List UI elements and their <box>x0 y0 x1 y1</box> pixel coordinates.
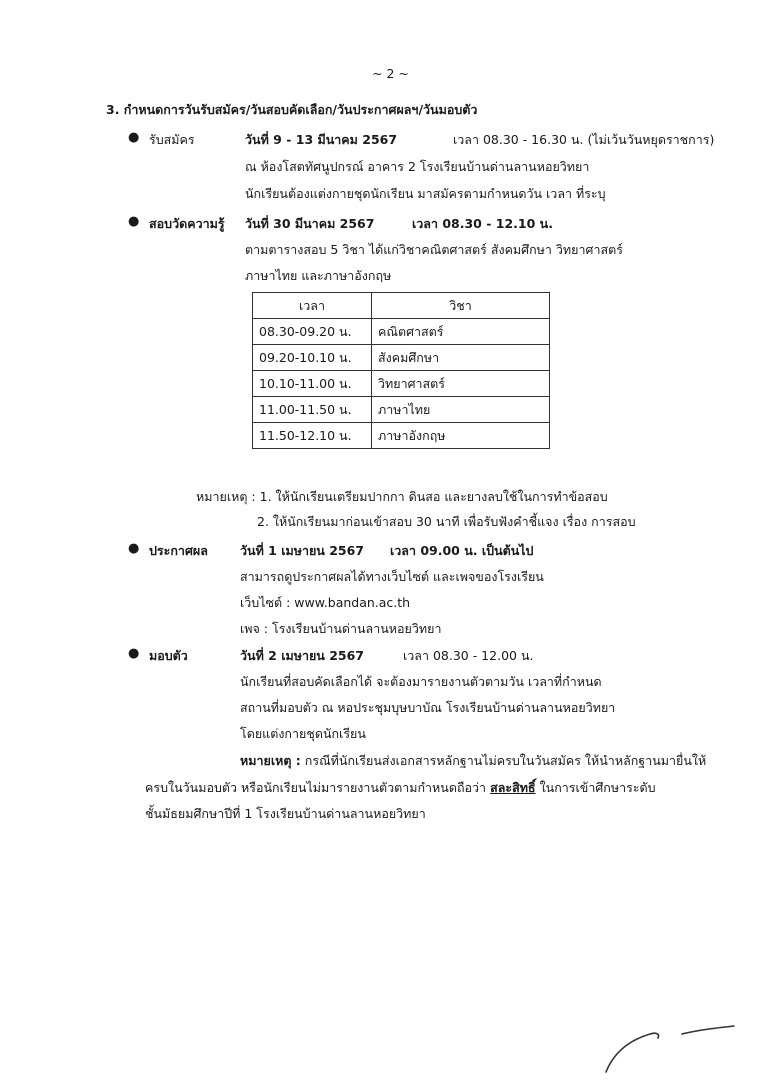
exam-schedule-table <box>252 292 550 449</box>
report-note-text-3: ชั้นมัธยมศึกษาปีที่ 1 โรงเรียนบ้านด่านลานหอยวิทยา <box>145 806 426 821</box>
bullet-icon: ● <box>128 214 140 229</box>
table-row <box>253 397 550 423</box>
signature-mark <box>600 1018 740 1078</box>
table-row <box>253 371 550 397</box>
table-row <box>253 423 550 449</box>
table-cell-time: 10.10-11.00 น. <box>253 371 372 397</box>
apply-date: วันที่ 9 - 13 มีนาคม 2567 <box>245 132 398 147</box>
report-date: วันที่ 2 เมษายน 2567 <box>240 648 364 663</box>
announce-website[interactable]: เว็บไซต์ : www.bandan.ac.th <box>240 595 411 610</box>
exam-note-1: หมายเหตุ : 1. ให้นักเรียนเตรียมปากกา ดินสอ และยางลบใช้ในการทำข้อสอบ <box>196 489 608 504</box>
table-cell-time: 09.20-10.10 น. <box>253 345 372 371</box>
table-cell-time: 08.30-09.20 น. <box>253 319 372 345</box>
apply-time-note: (ไม่เว้นวันหยุดราชการ) <box>587 132 715 147</box>
report-label: มอบตัว <box>149 648 188 663</box>
announce-time: เวลา 09.00 น. เป็นต้นไป <box>390 543 534 558</box>
exam-date: วันที่ 30 มีนาคม 2567 <box>245 216 375 231</box>
section-heading: 3. กำหนดการวันรับสมัคร/วันสอบคัดเลือก/วันประกาศผลฯ/วันมอบตัว <box>106 102 478 117</box>
report-line-2: สถานที่มอบตัว ณ หอประชุมบุษบาบัณ โรงเรียนบ้านด่านลานหอยวิทยา <box>240 700 616 715</box>
table-cell-subject: คณิตศาสตร์ <box>372 319 550 345</box>
table-header-row <box>253 293 550 319</box>
announce-line-1: สามารถดูประกาศผลได้ทางเว็บไซต์ และเพจของโรงเรียน <box>240 569 544 584</box>
apply-label: รับสมัคร <box>149 132 195 147</box>
table-cell-subject: วิทยาศาสตร์ <box>372 371 550 397</box>
report-note-text-2c: ในการเข้าศึกษาระดับ <box>539 780 656 795</box>
apply-time-line <box>453 130 714 150</box>
exam-note-2: 2. ให้นักเรียนมาก่อนเข้าสอบ 30 นาที เพื่อรับฟังคำชี้แจง เรื่อง การสอบ <box>257 514 636 529</box>
table-cell-subject: ภาษาอังกฤษ <box>372 423 550 449</box>
report-line-1: นักเรียนที่สอบคัดเลือกได้ จะต้องมารายงานตัวตามวัน เวลาที่กำหนด <box>240 674 602 689</box>
exam-label: สอบวัดความรู้ <box>149 216 225 231</box>
apply-place: ณ ห้องโสตทัศนูปกรณ์ อาคาร 2 โรงเรียนบ้านด่านลานหอยวิทยา <box>245 159 590 174</box>
table-cell-subject: ภาษาไทย <box>372 397 550 423</box>
bullet-icon: ● <box>128 646 140 661</box>
exam-time: เวลา 08.30 - 12.10 น. <box>412 216 553 231</box>
report-note-line-1 <box>240 751 706 771</box>
table-row <box>253 319 550 345</box>
bullet-icon: ● <box>128 541 140 556</box>
report-note-text-2a: ครบในวันมอบตัว หรือนักเรียนไม่มารายงานตัวตามกำหนดถือว่า <box>145 780 487 795</box>
table-header-subject: วิชา <box>372 293 550 319</box>
report-time: เวลา 08.30 - 12.00 น. <box>403 648 534 663</box>
table-cell-subject: สังคมศึกษา <box>372 345 550 371</box>
report-note-text-1: กรณีที่นักเรียนส่งเอกสารหลักฐานไม่ครบในวันสมัคร ให้นำหลักฐานมายื่นให้ <box>304 753 707 768</box>
report-line-3: โดยแต่งกายชุดนักเรียน <box>240 726 366 741</box>
table-row <box>253 345 550 371</box>
page-number: ~ 2 ~ <box>372 66 409 81</box>
announce-date: วันที่ 1 เมษายน 2567 <box>240 543 364 558</box>
table-cell-time: 11.00-11.50 น. <box>253 397 372 423</box>
apply-time: เวลา 08.30 - 16.30 น. <box>453 132 584 147</box>
exam-desc-1: ตามตารางสอบ 5 วิชา ได้แก่วิชาคณิตศาสตร์ สังคมศึกษา วิทยาศาสตร์ <box>245 242 623 257</box>
exam-desc-2: ภาษาไทย และภาษาอังกฤษ <box>245 268 392 283</box>
bullet-icon: ● <box>128 130 140 145</box>
report-note-line-2 <box>145 778 656 798</box>
announce-label: ประกาศผล <box>149 543 208 558</box>
announce-page: เพจ : โรงเรียนบ้านด่านลานหอยวิทยา <box>240 621 442 636</box>
report-note-label: หมายเหตุ : <box>240 753 301 768</box>
table-cell-time: 11.50-12.10 น. <box>253 423 372 449</box>
table-header-time: เวลา <box>253 293 372 319</box>
apply-dress: นักเรียนต้องแต่งกายชุดนักเรียน มาสมัครตามกำหนดวัน เวลา ที่ระบุ <box>245 186 606 201</box>
report-note-forfeit: สละสิทธิ์ <box>490 780 536 795</box>
